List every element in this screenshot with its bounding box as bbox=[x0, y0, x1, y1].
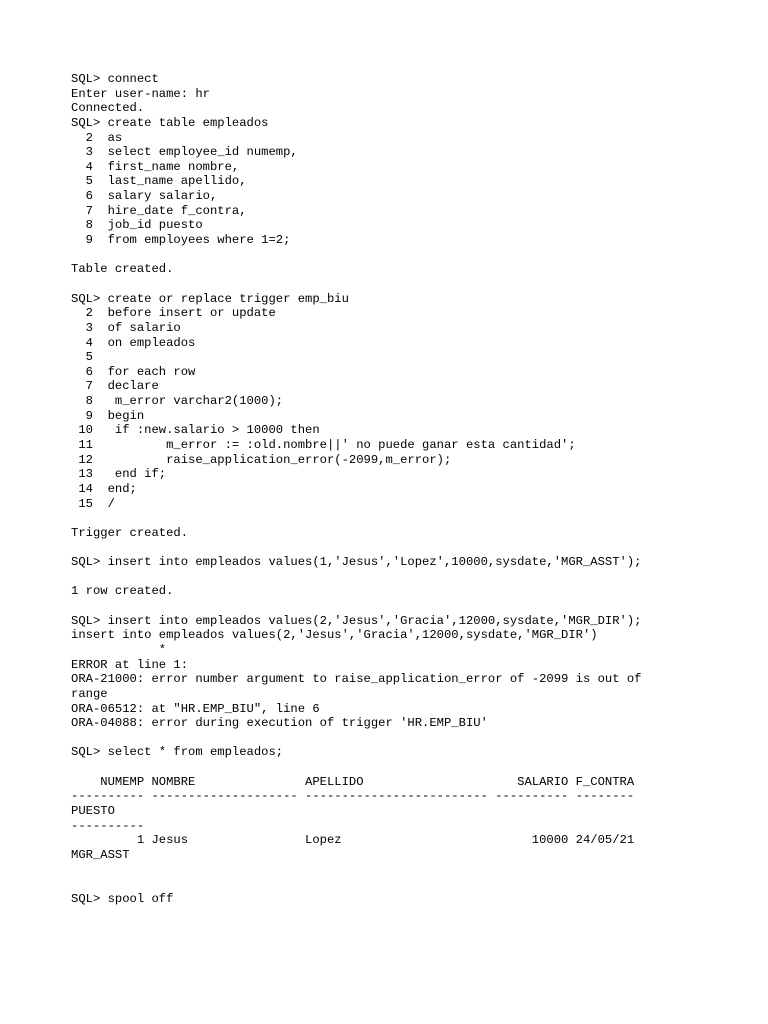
transcript-line bbox=[71, 599, 731, 614]
transcript-line: SQL> select * from empleados; bbox=[71, 745, 284, 760]
transcript-line: 2 as bbox=[71, 130, 123, 145]
transcript-line: ---------- bbox=[71, 818, 145, 833]
transcript-line: 9 from employees where 1=2; bbox=[71, 233, 291, 248]
transcript-line: 8 job_id puesto bbox=[71, 218, 203, 233]
transcript-line: Connected. bbox=[71, 101, 145, 116]
transcript-line: SQL> create table empleados bbox=[71, 115, 269, 130]
transcript-line: 10 if :new.salario > 10000 then bbox=[71, 423, 320, 438]
transcript-line: ORA-04088: error during execution of trigger 'HR.EMP_BIU' bbox=[71, 716, 488, 731]
transcript-line bbox=[71, 248, 731, 263]
transcript-line bbox=[71, 541, 731, 556]
transcript-line bbox=[71, 863, 731, 878]
transcript-line: NUMEMP NOMBRE APELLIDO SALARIO F_CONTRA bbox=[71, 774, 635, 789]
transcript-line: ERROR at line 1: bbox=[71, 657, 189, 672]
transcript-line: ORA-21000: error number argument to raise_application_error of -2099 is out of bbox=[71, 672, 642, 687]
transcript-line: MGR_ASST bbox=[71, 847, 130, 862]
transcript-line: range bbox=[71, 686, 108, 701]
transcript-line: 13 end if; bbox=[71, 467, 167, 482]
transcript-line bbox=[71, 760, 731, 775]
transcript-line: 9 begin bbox=[71, 408, 145, 423]
transcript-line: ORA-06512: at "HR.EMP_BIU", line 6 bbox=[71, 701, 320, 716]
transcript-line: 7 declare bbox=[71, 379, 159, 394]
transcript-line: 3 select employee_id numemp, bbox=[71, 145, 298, 160]
transcript-line: 3 of salario bbox=[71, 320, 181, 335]
transcript-line: 6 for each row bbox=[71, 364, 196, 379]
transcript-line: Enter user-name: hr bbox=[71, 86, 210, 101]
transcript-line: SQL> spool off bbox=[71, 891, 174, 906]
transcript-line: SQL> insert into empleados values(2,'Jesus','Gracia',12000,sysdate,'MGR_DIR'); bbox=[71, 613, 642, 628]
transcript-line bbox=[71, 511, 731, 526]
transcript-line: * bbox=[71, 642, 167, 657]
transcript-line: Table created. bbox=[71, 262, 174, 277]
transcript-line bbox=[71, 570, 731, 585]
transcript-line: 5 last_name apellido, bbox=[71, 174, 247, 189]
transcript-line: 11 m_error := :old.nombre||' no puede ganar esta cantidad'; bbox=[71, 438, 576, 453]
sqlplus-transcript bbox=[71, 72, 731, 907]
transcript-line: SQL> connect bbox=[71, 72, 159, 86]
transcript-line: ---------- -------------------- ------------------------- ---------- -------- bbox=[71, 789, 635, 804]
transcript-line: 12 raise_application_error(-2099,m_error); bbox=[71, 452, 452, 467]
transcript-line bbox=[71, 877, 731, 892]
transcript-line: Trigger created. bbox=[71, 525, 189, 540]
transcript-line: 1 Jesus Lopez 10000 24/05/21 bbox=[71, 833, 635, 848]
transcript-line: 1 row created. bbox=[71, 584, 174, 599]
transcript-line: SQL> create or replace trigger emp_biu bbox=[71, 291, 349, 306]
transcript-line: insert into empleados values(2,'Jesus','Gracia',12000,sysdate,'MGR_DIR') bbox=[71, 628, 598, 643]
transcript-line: 14 end; bbox=[71, 481, 137, 496]
transcript-line: 8 m_error varchar2(1000); bbox=[71, 394, 284, 409]
transcript-line: 2 before insert or update bbox=[71, 306, 276, 321]
transcript-line bbox=[71, 731, 731, 746]
transcript-line: 15 / bbox=[71, 496, 115, 511]
transcript-line: 4 on empleados bbox=[71, 335, 196, 350]
transcript-line: 6 salary salario, bbox=[71, 189, 218, 204]
transcript-line: 7 hire_date f_contra, bbox=[71, 203, 247, 218]
transcript-line: SQL> insert into empleados values(1,'Jesus','Lopez',10000,sysdate,'MGR_ASST'); bbox=[71, 555, 642, 570]
transcript-line: 4 first_name nombre, bbox=[71, 159, 240, 174]
transcript-line: PUESTO bbox=[71, 804, 115, 819]
transcript-line: 5 bbox=[71, 350, 93, 365]
transcript-line bbox=[71, 277, 731, 292]
